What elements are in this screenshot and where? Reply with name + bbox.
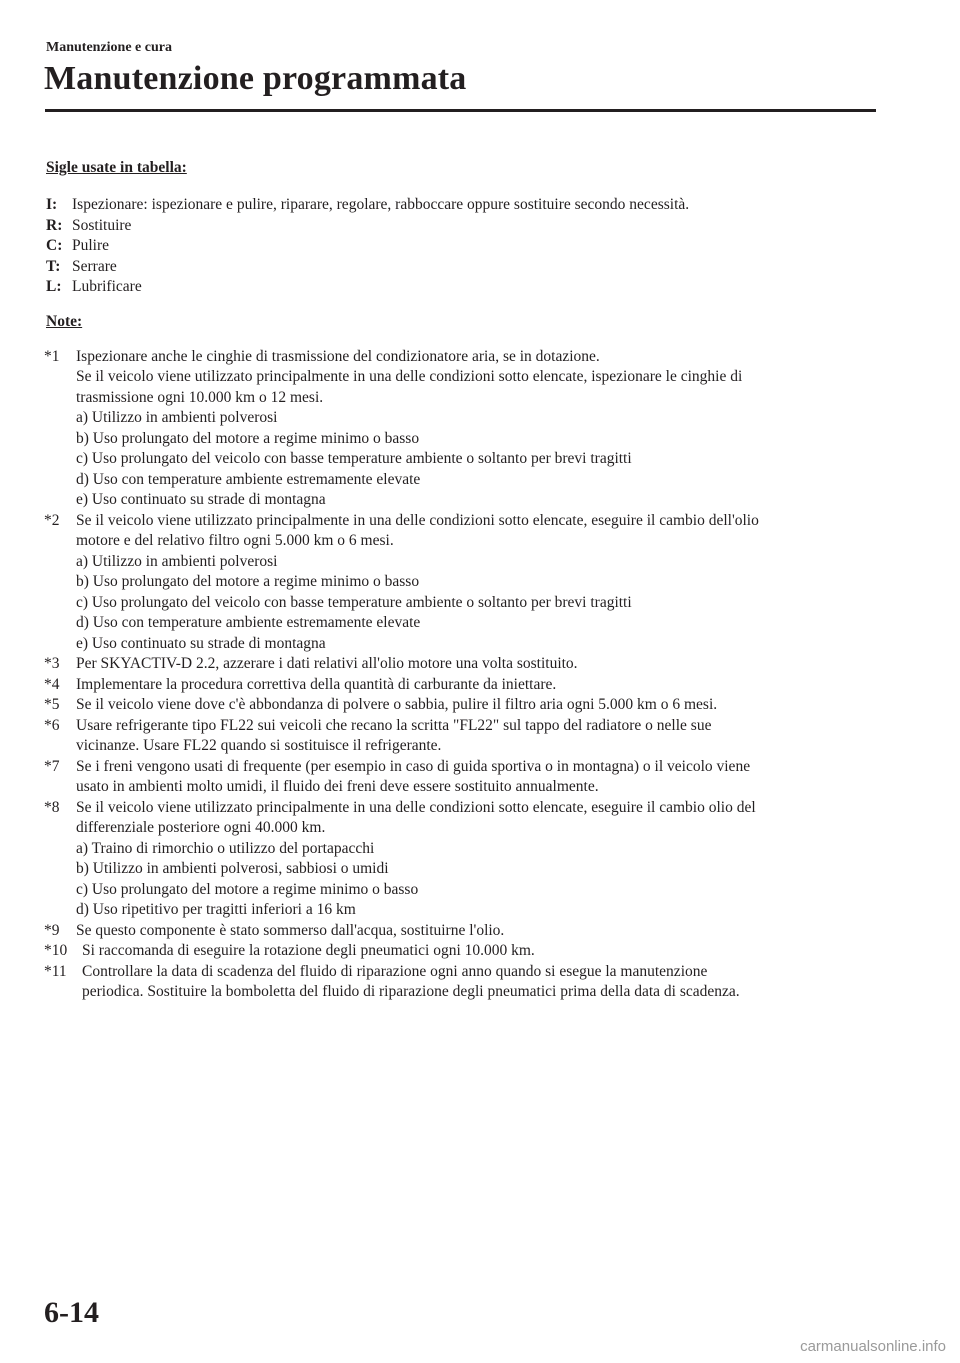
note-item: [46, 716, 876, 757]
note-line: motore e del relativo filtro ogni 5.000 km o 6 mesi.: [76, 532, 394, 549]
note-line: d) Uso ripetitivo per tragitti inferiori a 16 km: [76, 901, 356, 918]
note-line: a) Utilizzo in ambienti polverosi: [76, 409, 278, 426]
note-line: Per SKYACTIV-D 2.2, azzerare i dati relativi all'olio motore una volta sostituito.: [76, 655, 578, 672]
legend-key: R:: [46, 216, 63, 234]
note-marker: *2: [44, 511, 60, 529]
note-line: Usare refrigerante tipo FL22 sui veicoli che recano la scritta "FL22" sul tappo del radiatore o nelle sue: [76, 716, 712, 734]
note-line: Se questo componente è stato sommerso dall'acqua, sostituirne l'olio.: [76, 921, 505, 939]
legend-item: [46, 257, 876, 278]
note-line: Se il veicolo viene dove c'è abbondanza di polvere o sabbia, pulire il filtro aria ogni 5.000 km o 6 mesi.: [76, 696, 718, 713]
note-line: usato in ambienti molto umidi, il fluido dei freni deve essere sostituito annualmente.: [76, 778, 599, 795]
legend-heading: Sigle usate in tabella:: [46, 159, 187, 176]
legend-item: [46, 195, 876, 216]
legend-key: T:: [46, 257, 61, 275]
note-marker: *4: [44, 675, 60, 693]
note-line: periodica. Sostituire la bomboletta del fluido di riparazione degli pneumatici prima della data di scadenza.: [82, 983, 740, 1000]
legend-text: Lubrificare: [72, 278, 142, 295]
note-item: [46, 962, 876, 1003]
note-line: Ispezionare anche le cinghie di trasmissione del condizionatore aria, se in dotazione.: [76, 347, 600, 365]
note-marker: *6: [44, 716, 60, 734]
legend-key: I:: [46, 196, 58, 213]
note-item: [46, 941, 876, 962]
note-line: e) Uso continuato su strade di montagna: [76, 634, 326, 652]
note-line: a) Traino di rimorchio o utilizzo del portapacchi: [76, 839, 375, 857]
note-item: [46, 798, 876, 921]
legend-item: [46, 216, 876, 237]
legend-text: Ispezionare: ispezionare e pulire, riparare, regolare, rabboccare oppure sostituire secondo necessità.: [72, 196, 690, 213]
note-line: vicinanze. Usare FL22 quando si sostituisce il refrigerante.: [76, 737, 442, 754]
note-item: [46, 654, 876, 675]
note-item: [46, 675, 876, 696]
note-marker: *1: [44, 347, 60, 365]
note-item: [46, 347, 876, 511]
title-rule: [45, 109, 876, 112]
note-item: [46, 757, 876, 798]
note-line: d) Uso con temperature ambiente estremamente elevate: [76, 614, 421, 631]
watermark: carmanualsonline.info: [800, 1338, 946, 1355]
note-line: Implementare la procedura correttiva della quantità di carburante da iniettare.: [76, 675, 557, 693]
legend-key: C:: [46, 237, 63, 254]
notes-list: [46, 347, 876, 1003]
note-marker: *8: [44, 798, 60, 816]
note-line: differenziale posteriore ogni 40.000 km.: [76, 819, 326, 836]
note-marker: *10: [44, 942, 68, 959]
page-number: 6-14: [44, 1296, 99, 1329]
note-item: [46, 695, 876, 716]
note-line: b) Uso prolungato del motore a regime minimo o basso: [76, 429, 420, 447]
legend-text: Serrare: [72, 257, 117, 275]
note-line: c) Uso prolungato del veicolo con basse temperature ambiente o soltanto per brevi tragitti: [76, 450, 632, 467]
legend-text: Sostituire: [72, 216, 132, 234]
note-marker: *3: [44, 655, 60, 672]
legend-text: Pulire: [72, 237, 110, 254]
note-marker: *7: [44, 757, 60, 775]
section-label: Manutenzione e cura: [46, 40, 172, 55]
note-marker: *11: [44, 962, 67, 980]
note-line: e) Uso continuato su strade di montagna: [76, 491, 326, 508]
notes-heading: Note:: [46, 312, 83, 330]
note-item: [46, 921, 876, 942]
note-item: [46, 511, 876, 655]
legend-key: L:: [46, 278, 62, 295]
legend-item: [46, 236, 876, 257]
note-line: trasmissione ogni 10.000 km o 12 mesi.: [76, 388, 324, 406]
note-line: a) Utilizzo in ambienti polverosi: [76, 552, 278, 570]
note-line: b) Utilizzo in ambienti polverosi, sabbiosi o umidi: [76, 860, 389, 877]
note-line: c) Uso prolungato del motore a regime minimo o basso: [76, 880, 419, 898]
note-line: Se i freni vengono usati di frequente (per esempio in caso di guida sportiva o in montagna) o il veicolo viene: [76, 757, 751, 775]
note-line: b) Uso prolungato del motore a regime minimo o basso: [76, 573, 420, 590]
legend-list: [46, 195, 876, 298]
note-line: Se il veicolo viene utilizzato principalmente in una delle condizioni sotto elencate, eseguire il cambio dell'olio: [76, 511, 759, 529]
note-line: Controllare la data di scadenza del fluido di riparazione ogni anno quando si esegue la manutenzione: [82, 962, 708, 980]
legend-item: [46, 277, 876, 298]
note-marker: *5: [44, 696, 60, 713]
note-line: d) Uso con temperature ambiente estremamente elevate: [76, 470, 421, 488]
note-line: c) Uso prolungato del veicolo con basse temperature ambiente o soltanto per brevi tragitti: [76, 593, 632, 611]
note-line: Si raccomanda di eseguire la rotazione degli pneumatici ogni 10.000 km.: [82, 942, 535, 959]
note-line: Se il veicolo viene utilizzato principalmente in una delle condizioni sotto elencate, eseguire il cambio olio del: [76, 798, 756, 816]
note-marker: *9: [44, 921, 60, 939]
note-line: Se il veicolo viene utilizzato principalmente in una delle condizioni sotto elencate, ispezionare le cinghie di: [76, 368, 743, 385]
page-title: Manutenzione programmata: [44, 60, 467, 97]
page-content: [46, 158, 876, 1003]
